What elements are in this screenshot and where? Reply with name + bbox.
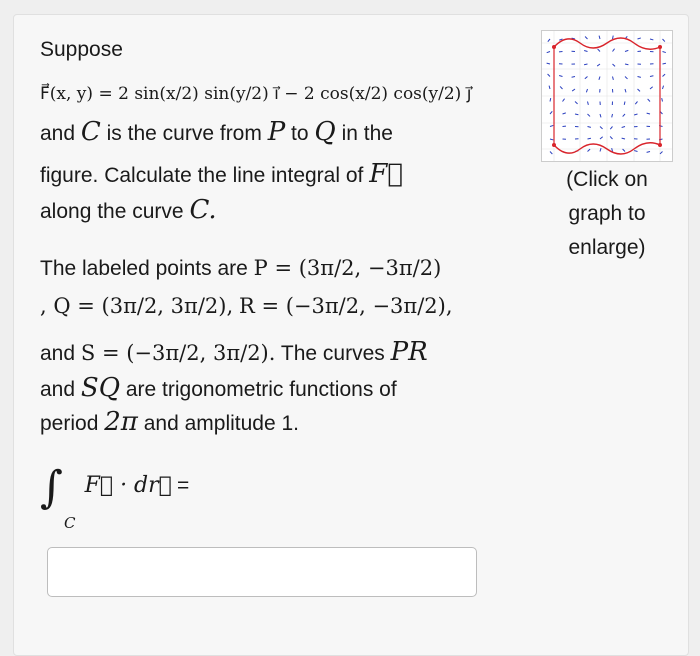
text-amplitude: and amplitude 1. — [144, 412, 299, 435]
field-arrow — [663, 39, 665, 42]
field-arrow — [623, 149, 625, 152]
field-arrow — [625, 50, 628, 51]
point-q-marker — [658, 45, 662, 49]
field-arrow — [650, 87, 653, 89]
text-sq-line — [40, 374, 397, 404]
field-arrow — [572, 89, 575, 91]
field-arrow — [600, 114, 601, 117]
answer-input[interactable] — [47, 547, 477, 597]
field-arrow — [547, 52, 550, 53]
field-arrow — [588, 127, 591, 128]
text-period: period — [40, 412, 98, 435]
field-arrow — [663, 86, 664, 89]
text-curve-from: is the curve from — [107, 122, 262, 145]
field-arrow — [625, 77, 628, 79]
text-line-2 — [40, 160, 403, 190]
field-arrow — [585, 77, 588, 79]
field-arrow — [588, 149, 591, 151]
field-arrow — [600, 127, 603, 129]
field-arrow — [550, 111, 552, 114]
vector-field-plot — [542, 31, 672, 161]
field-arrow — [623, 114, 625, 117]
text-period-line — [40, 408, 299, 438]
field-arrow — [547, 63, 550, 64]
point-p-marker — [658, 143, 662, 147]
plot-grid — [542, 31, 672, 161]
curve-c-end-symbol: C. — [189, 195, 216, 225]
point-q-definition: , Q = (3π/2, 3π/2), — [40, 294, 233, 318]
point-s-marker — [552, 45, 556, 49]
field-arrow — [575, 102, 578, 104]
field-arrow — [550, 152, 552, 155]
field-arrow — [613, 49, 615, 52]
point-p-definition: P = (3π/2, −3π/2) — [254, 256, 442, 280]
field-arrow — [613, 77, 614, 80]
text-calculate: figure. Calculate the line integral of — [40, 164, 363, 187]
point-p-symbol: P — [268, 117, 286, 147]
field-arrow — [575, 114, 578, 115]
field-arrow — [559, 76, 562, 77]
field-arrow — [648, 99, 650, 102]
field-arrow — [549, 86, 550, 89]
text-and: and — [40, 122, 75, 145]
text-in-the: in the — [342, 122, 393, 145]
field-arrow — [624, 102, 625, 105]
field-arrow — [638, 77, 641, 78]
field-arrow — [625, 89, 626, 92]
field-arrow — [550, 139, 553, 140]
integral-label — [40, 462, 189, 513]
text-trig-functions: are trigonometric functions of — [126, 378, 397, 401]
period-value: 2π — [104, 407, 138, 437]
integral-sign: ∫ — [40, 462, 63, 513]
text-s-line — [40, 338, 428, 368]
field-arrow — [612, 114, 613, 117]
field-arrow — [588, 138, 591, 139]
field-arrow — [548, 74, 550, 77]
field-arrow — [597, 64, 600, 66]
text-the-curves: The curves — [281, 342, 385, 365]
text-and-3: and — [40, 378, 75, 401]
field-arrow — [635, 102, 637, 105]
field-arrow — [600, 148, 601, 151]
field-arrow — [563, 113, 566, 114]
field-arrow — [662, 98, 663, 101]
text-points-line — [40, 254, 441, 283]
text-labeled-points: The labeled points are — [40, 257, 248, 280]
integral-subscript: C — [64, 514, 75, 532]
field-arrow — [588, 114, 591, 116]
field-arrow — [647, 152, 650, 153]
field-arrow — [563, 99, 565, 102]
text-line-1 — [40, 118, 393, 148]
field-arrow — [550, 125, 553, 126]
text-line-3 — [40, 196, 217, 226]
field-arrow — [663, 63, 666, 64]
field-arrow — [638, 38, 641, 39]
field-arrow — [599, 36, 600, 39]
suppose-text: Suppose — [40, 36, 123, 64]
graph-caption: (Click on graph to enlarge) — [540, 163, 674, 265]
field-arrow — [610, 127, 612, 130]
field-arrow — [613, 64, 616, 66]
field-arrow — [584, 64, 587, 65]
field-arrow — [610, 136, 612, 139]
field-arrow — [634, 151, 637, 152]
point-q-symbol: Q — [314, 117, 335, 147]
curve-sq-symbol: SQ — [81, 373, 120, 403]
field-arrow — [663, 74, 666, 76]
field-arrow — [598, 49, 600, 52]
field-arrow — [584, 51, 587, 52]
point-r-definition: R = (−3π/2, −3π/2), — [239, 294, 453, 318]
field-arrow — [586, 89, 587, 92]
field-arrow — [663, 52, 666, 53]
graph-thumbnail[interactable] — [541, 30, 673, 162]
equals-sign: = — [177, 474, 189, 497]
field-arrow — [650, 39, 653, 40]
text-to: to — [291, 122, 309, 145]
field-arrow — [599, 77, 600, 80]
text-and-2: and — [40, 342, 75, 365]
field-formula — [40, 80, 471, 108]
field-arrow — [622, 138, 625, 139]
curve-c-symbol: C — [81, 117, 101, 147]
field-arrow — [660, 152, 663, 154]
field-arrows — [547, 36, 666, 155]
field-arrow — [613, 36, 614, 39]
field-arrow — [634, 114, 637, 115]
text-q-r-line — [40, 292, 453, 321]
field-arrow — [560, 86, 562, 89]
field-arrow — [550, 98, 551, 101]
field-arrow — [638, 89, 641, 91]
field-arrow — [650, 76, 653, 77]
field-arrow — [625, 64, 628, 65]
vector-f-symbol: F⃗ — [369, 159, 403, 189]
field-formula-text: F⃗(x, y) = 2 sin(x/2) sin(y/2) ı⃗ − 2 cos(x/2) cos(y/2) ȷ⃗ — [40, 84, 471, 104]
text-along-curve: along the curve — [40, 200, 184, 223]
integral-expression: F⃗ · dr⃗ — [85, 473, 172, 498]
field-arrow — [612, 148, 613, 151]
field-arrow — [600, 137, 603, 139]
point-s-definition: S = (−3π/2, 3π/2). — [81, 341, 276, 365]
field-arrow — [548, 39, 550, 42]
field-arrow — [572, 77, 575, 78]
field-arrow — [647, 113, 650, 114]
point-r-marker — [552, 143, 556, 147]
field-arrow — [588, 102, 589, 105]
curve-pr-symbol: PR — [391, 337, 428, 367]
field-arrow — [622, 127, 625, 128]
field-arrow — [585, 36, 587, 39]
